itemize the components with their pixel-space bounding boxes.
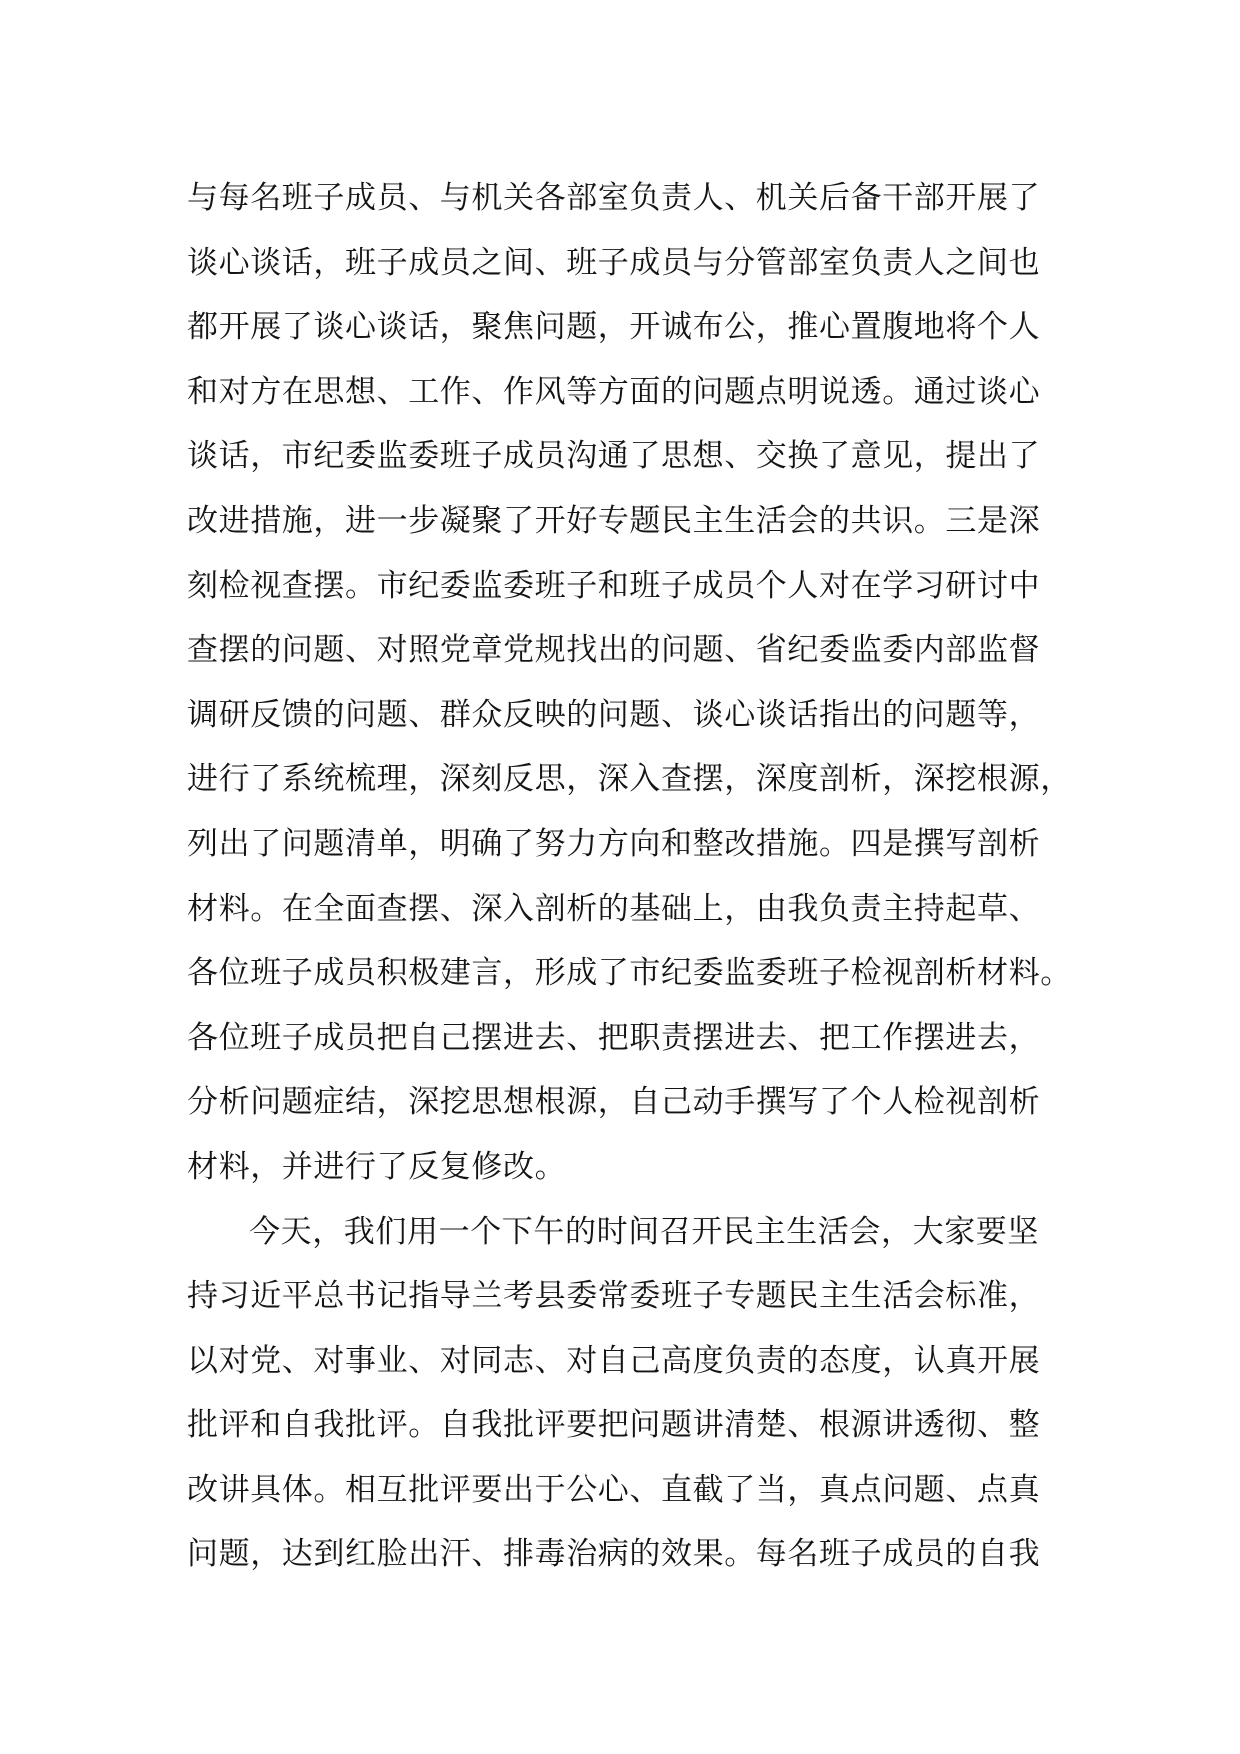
text-line: 各位班子成员把自己摆进去、把职责摆进去、把工作摆进去， (187, 1019, 1041, 1056)
text-line: 分析问题症结，深挖思想根源，自己动手撰写了个人检视剖析 (187, 1084, 1041, 1121)
text-line: 进行了系统梳理，深刻反思，深入查摆，深度剖析，深挖根源， (187, 761, 1072, 798)
text-line: 改讲具体。相互批评要出于公心、直截了当，真点问题、点真 (187, 1471, 1041, 1508)
text-line-first: 今天，我们用一个下午的时间召开民主生活会，大家要坚 (249, 1213, 1039, 1250)
document-body (187, 166, 1072, 1587)
text-line: 批评和自我批评。自我批评要把问题讲清楚、根源讲透彻、整 (187, 1407, 1041, 1444)
text-line: 持习近平总书记指导兰考县委常委班子专题民主生活会标准， (187, 1278, 1041, 1315)
text-line: 和对方在思想、工作、作风等方面的问题点明说透。通过谈心 (187, 373, 1041, 410)
paragraph-meeting (187, 1200, 1067, 1588)
text-line: 都开展了谈心谈话，聚焦问题，开诚布公，推心置腹地将个人 (187, 309, 1041, 346)
text-line: 谈心谈话，班子成员之间、班子成员与分管部室负责人之间也 (187, 244, 1041, 281)
text-line: 材料，并进行了反复修改。 (187, 1148, 567, 1185)
text-line: 查摆的问题、对照党章党规找出的问题、省纪委监委内部监督 (187, 632, 1041, 669)
text-line: 与每名班子成员、与机关各部室负责人、机关后备干部开展了 (187, 180, 1041, 216)
text-line: 材料。在全面查摆、深入剖析的基础上，由我负责主持起草、 (187, 890, 1041, 927)
text-line: 列出了问题清单，明确了努力方向和整改措施。四是撰写剖析 (187, 825, 1041, 862)
text-line: 以对党、对事业、对同志、对自己高度负责的态度，认真开展 (187, 1342, 1041, 1379)
paragraph-continuation (187, 166, 1072, 1200)
text-line: 问题，达到红脸出汗、排毒治病的效果。每名班子成员的自我 (187, 1536, 1041, 1573)
text-line: 调研反馈的问题、群众反映的问题、谈心谈话指出的问题等， (187, 696, 1041, 733)
text-line: 谈话，市纪委监委班子成员沟通了思想、交换了意见，提出了 (187, 438, 1041, 475)
text-line: 刻检视查摆。市纪委监委班子和班子成员个人对在学习研讨中 (187, 567, 1041, 604)
text-line: 改进措施，进一步凝聚了开好专题民主生活会的共识。三是深 (187, 502, 1041, 539)
text-line: 各位班子成员积极建言，形成了市纪委监委班子检视剖析材料。 (187, 955, 1072, 992)
